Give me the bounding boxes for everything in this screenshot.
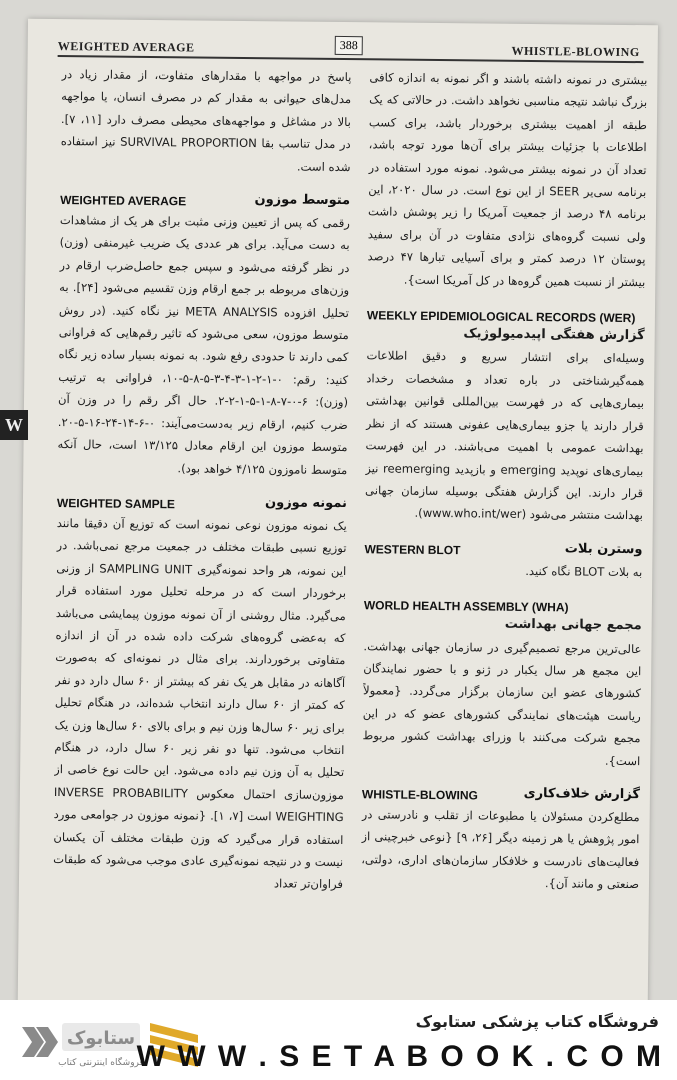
entry-term-fa: متوسط موزون: [254, 192, 351, 209]
entry-body: وسیله‌ای برای انتشار سریع و دقیق اطلاعات همه‌گیرشناختی در باره تعداد و مشخصات رخداد بیماری‌هایی که در فهرست بین‌المللی قوانین بهداشتی قرار دارند یا جزو بیماری‌هایی عفونی هستند که از نظر بهداشت عمومی با اهمیت می‌باشند. در این فهرست بیماری‌های نوپدید emerging و بازپدید reemerging نیز قرار دارند. این گزارش هفتگی بوسیله سازمان جهانی بهداشت منتشر می‌شود (www.who.int/wer).: [365, 348, 645, 523]
running-header-right: WHISTLE-BLOWING: [511, 43, 640, 60]
entry-body: رقمی که پس از تعیین وزنی مثبت برای هر یک از مشاهدات به دست می‌آید. برای هر عددی یک ضریب غیرمنفی (وزن) در نظر گرفته می‌شود و سپس جمع حاصل‌ضرب ارقام در وزن‌های مربوطه بر جمع ارقام وزن تقسیم می‌شود [۲۴]. به تحلیل افزوده META ANALYSIS نیز نگاه کنید. (در روش متوسط موزون، سعی می‌شود که تاثیر رقم‌هایی که فراوانی کمی دارند تا حدودی رفع شود. به نمونه بسیار ساده زیر نگاه کنید: رقم: ۰-۱-۲-۱-۳-۴-۳-۵-۸-۵-۱۰، فراوانی به ترتیب (وزن): ۶-۰-۷-۸-۱-۵-۱-۲-۲. حال اگر رقم را در وزن آن ضرب کنیم، ارقام زیر به‌دست‌می‌آیند: ۰-۶-۱۴-۲۴-۱۶-۵-۲۰. متوسط موزون این ارقام معادل ۱۳/۱۲۵ است، حال آنکه متوسط ناموزون ۴/۱۲۵ خواهد بود).: [57, 213, 350, 477]
svg-text:فروشگاه اینترنتی کتاب: فروشگاه اینترنتی کتاب: [58, 1058, 144, 1068]
entry-term-en: WEEKLY EPIDEMIOLOGICAL RECORDS (WER): [366, 308, 636, 326]
entry-term-fa: وسترن بلات: [564, 541, 643, 557]
right-column: [360, 66, 648, 995]
entry-weighted-average: [57, 185, 350, 481]
entry-term-fa: گزارش خلاف‌کاری: [523, 785, 641, 803]
entry-body: به بلات BLOT نگاه کنید.: [525, 563, 643, 579]
entry-term-en: WEIGHTED AVERAGE: [60, 193, 187, 209]
entry-body: مطلع‌کردن مسئولان یا مطبوعات از تقلب و نادرستی در امور پژوهش یا هر زمینه دیگر [۲۶، ۹] {نوعی خبرچینی از فعالیت‌های نادرست و خلافکار سازمان‌های اداری، دولتی، صنعتی و مانند آن}.: [361, 807, 640, 892]
entry-term-en: WORLD HEALTH ASSEMBLY (WHA): [363, 598, 569, 615]
entry-wer: [365, 300, 645, 527]
thumb-index-tab: W: [0, 410, 28, 440]
page-sheet: [18, 19, 658, 1000]
entry-western-blot: [364, 534, 642, 583]
left-column: [52, 63, 352, 992]
store-name: فروشگاه کتاب پزشکی ستابوک: [415, 1012, 659, 1031]
entry-wha: [362, 590, 642, 772]
left-column-intro: پاسخ در مواجهه با مقدارهای متفاوت، از مقدار زیاد در مدل‌های حیوانی به مقدار کم در مصرف انسان، یا مواجهه بالا در مشاغل و مواجهه‌های محیطی مصرف دارد [۱۱، ۷]. در مدل تناسب بقا SURVIVAL PROPORTION نیز استفاده شده است.: [60, 67, 352, 174]
page-number: 388: [335, 36, 363, 55]
entry-term-fa: نمونه موزون: [264, 495, 348, 511]
entry-weighted-sample: [53, 488, 347, 896]
entry-whistle-blowing: [361, 779, 640, 896]
entry-body: عالی‌ترین مرجع تصمیم‌گیری در سازمان جهانی بهداشت. این مجمع هر سال یکبار در ژنو و با حضور نمایندگان کشورهای عضو این سازمان برگزار می‌گردد. {معمولاً ریاست هیئت‌های نمایندگی کشورهای عضو که در این مجمع شرکت می‌کنند با وزرای بهداشت کشور مربوط است}.: [362, 638, 642, 768]
svg-text:ستابوک: ستابوک: [66, 1028, 136, 1049]
entry-term-fa: مجمع جهانی بهداشت: [504, 616, 642, 634]
entry-term-en: WHISTLE-BLOWING: [361, 787, 478, 803]
running-header-left: WEIGHTED AVERAGE: [57, 39, 195, 55]
right-column-intro: بیشتری در نمونه داشته باشند و اگر نمونه به اندازه کافی بزرگ نباشد نتیجه مناسبی نخواهد داشت. در حالاتی که یک طبقه از اهمیت بیشتری برخوردار باشد، برای کسب اطلاعات با جزئیات بیشتر برای آن‌ها مورد توجه باشد، تعداد آن در نمونه بیشتر می‌شود. نمونه مورد استفاده در برنامه سی‌یر SEER از این نوع است. در سال ۲۰۲۰، این برنامه ۴۸ درصد از جمعیت آمریکا را زیر پوشش داشت ولی نسبت گروه‌های نژادی متفاوت در آن برای سفید پوستان ۱۲ درصد کمتر و برای آسیایی تبارها ۴۷ درصد بیشتر از نسبت همین گروه‌ها در کل آمریکا است}.: [367, 70, 648, 289]
entry-term-en: WESTERN BLOT: [364, 541, 461, 557]
entry-body: یک نمونه موزون نوعی نمونه است که توزیع آن دقیقا مانند توزیع نسبی طبقات مختلف در جمعیت مرجع نمی‌باشد. در این نمونه، هر واحد نمونه‌گیری SAMPLING UNIT از وزنی برخوردار است که در مرحله تحلیل مورد استفاده قرار می‌گیرد. مثال روشنی از آن نمونه موزون پیمایشی می‌باشد که به‌عضی گروه‌های شرکت داده شده در آن از اندازه متفاوتی برخوردارند. برای مثال در نمونه‌ای که به‌صورت آگاهانه در مقابل هر یک نفر که بیشتر از ۶۰ سال دارد دو نفر که کمتر از ۶۰ سال دارند انتخاب شده‌اند، در هنگام تحلیل برای زیر ۶۰ سال‌ها وزن نیم و برای بالای ۶۰ سال‌ها وزن یک انتخاب می‌شود. تنها دو نفر زیر ۶۰ سال دارد، در هنگام تحلیل به آن وزن نیم داده می‌شود. این حالت نوع خاصی از موزون‌سازی احتمال معکوس INVERSE PROBABILITY WEIGHTING است [۷، ۱]. {نمونه موزون در جوامعی مورد استفاده قرار می‌گیرد که وزن طبقات مختلف آن یکسان نیست و در نتیجه نمونه‌گیری عادی موجب می‌شود که طبقات فراوان‌تر تعداد: [53, 515, 347, 892]
entry-term-fa: گزارش هفتگی اپیدمیولوژیک: [463, 326, 645, 344]
store-url[interactable]: W W W . S E T A B O O K . C O M: [136, 1040, 663, 1073]
store-banner: [0, 1000, 677, 1080]
entry-term-en: WEIGHTED SAMPLE: [56, 495, 176, 512]
